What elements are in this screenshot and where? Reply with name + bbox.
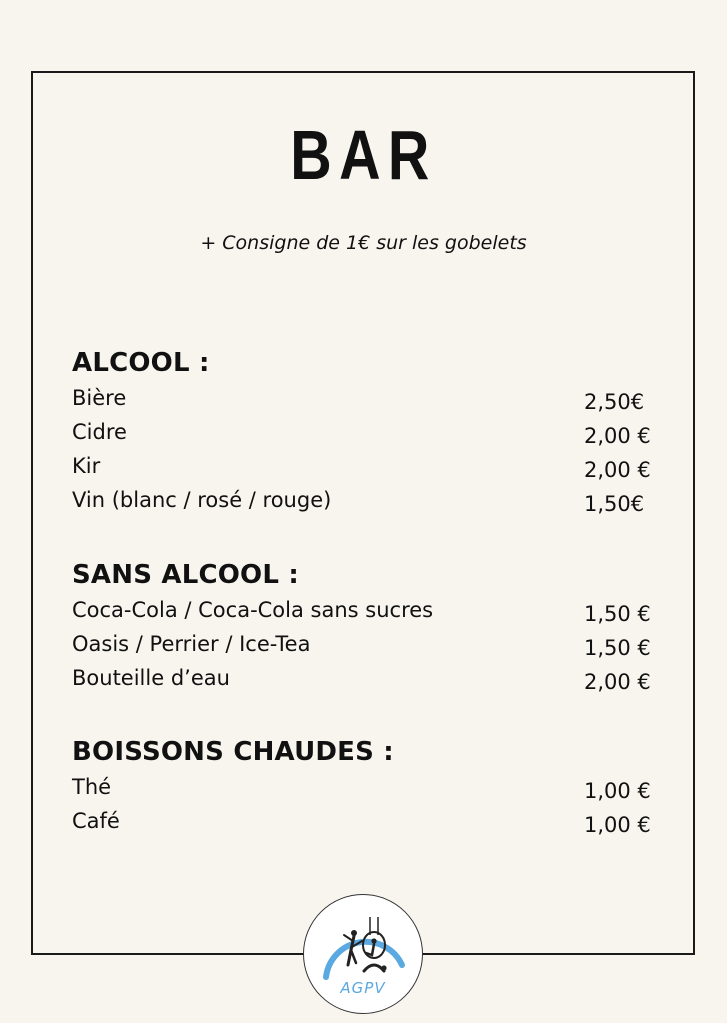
menu-item bbox=[72, 417, 662, 451]
section-heading: ALCOOL : bbox=[72, 348, 210, 378]
section-heading: BOISSONS CHAUDES : bbox=[72, 737, 394, 767]
menu-item bbox=[72, 772, 662, 806]
logo-text: AGPV bbox=[340, 979, 386, 997]
menu-item bbox=[72, 485, 662, 519]
menu-item bbox=[72, 383, 662, 417]
item-price: 1,50 € bbox=[584, 636, 651, 660]
item-price: 2,50€ bbox=[584, 390, 645, 414]
item-price: 2,00 € bbox=[584, 670, 651, 694]
item-name: Bière bbox=[72, 386, 127, 410]
item-price: 1,00 € bbox=[584, 813, 651, 837]
item-name: Bouteille d’eau bbox=[72, 666, 230, 690]
menu-item bbox=[72, 629, 662, 663]
club-logo bbox=[303, 894, 423, 1014]
item-name: Thé bbox=[72, 775, 112, 799]
item-price: 1,50€ bbox=[584, 492, 645, 516]
item-name: Oasis / Perrier / Ice-Tea bbox=[72, 632, 311, 656]
menu-item bbox=[72, 806, 662, 840]
section-boissons-chaudes bbox=[72, 736, 662, 840]
section-alcool bbox=[72, 347, 662, 519]
item-name: Coca-Cola / Coca-Cola sans sucres bbox=[72, 598, 434, 622]
page-title: BAR bbox=[290, 116, 437, 194]
item-price: 1,00 € bbox=[584, 779, 651, 803]
menu-item bbox=[72, 663, 662, 697]
item-name: Café bbox=[72, 809, 120, 833]
item-name: Cidre bbox=[72, 420, 127, 444]
item-name: Vin (blanc / rosé / rouge) bbox=[72, 488, 332, 512]
item-name: Kir bbox=[72, 454, 101, 478]
deposit-note: + Consigne de 1€ sur les gobelets bbox=[200, 232, 527, 254]
item-price: 2,00 € bbox=[584, 458, 651, 482]
section-sans-alcool bbox=[72, 559, 662, 697]
section-heading: SANS ALCOOL : bbox=[72, 560, 299, 590]
gymnasts-logo-icon bbox=[304, 895, 424, 1015]
menu-item bbox=[72, 451, 662, 485]
item-price: 1,50 € bbox=[584, 602, 651, 626]
menu-item bbox=[72, 595, 662, 629]
item-price: 2,00 € bbox=[584, 424, 651, 448]
